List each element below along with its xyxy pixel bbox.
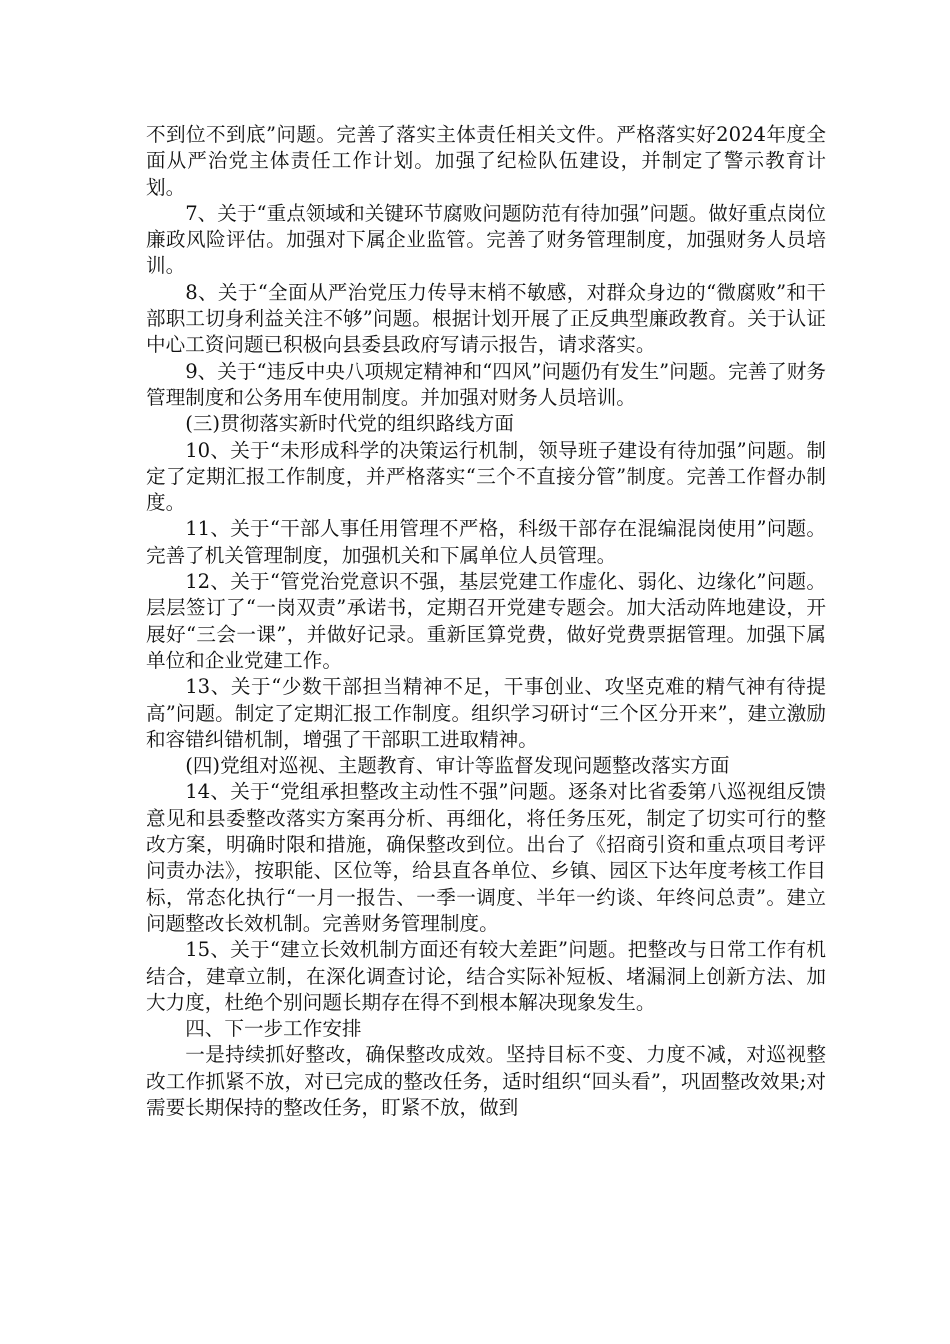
section-heading-4: (四)党组对巡视、主题教育、审计等监督发现问题整改落实方面: [185, 754, 730, 778]
document-page: [146, 122, 826, 1121]
paragraph-item-8: 8、关于“全面从严治党压力传导末梢不敏感，对群众身边的“微腐败”和干部职工切身利益关注不够”问题。根据计划开展了正反典型廉政教育。关于认证中心工资问题已积极向县委县政府写请示报告，请求落实。: [146, 280, 826, 357]
section-heading-3: (三)贯彻落实新时代党的组织路线方面: [185, 412, 514, 436]
paragraph-continued: 不到位不到底”问题。完善了落实主体责任相关文件。严格落实好2024年度全面从严治党主体责任工作计划。加强了纪检队伍建设，并制定了警示教育计划。: [146, 123, 826, 199]
paragraph-item-13: 13、关于“少数干部担当精神不足，干事创业、攻坚克难的精气神有待提高”问题。制定了定期汇报工作制度。组织学习研讨“三个区分开来”，建立激励和容错纠错机制，增强了干部职工进取精神。: [146, 675, 826, 751]
paragraph-item-10: 10、关于“未形成科学的决策运行机制，领导班子建设有待加强”问题。制定了定期汇报工作制度，并严格落实“三个不直接分管”制度。完善工作督办制度。: [146, 438, 826, 515]
section-heading-next-steps: 四、下一步工作安排: [185, 1017, 362, 1041]
paragraph-item-11: 11、关于“干部人事任用管理不严格，科级干部存在混编混岗使用”问题。完善了机关管理制度，加强机关和下属单位人员管理。: [146, 517, 826, 567]
paragraph-item-15: 15、关于“建立长效机制方面还有较大差距”问题。把整改与日常工作有机结合，建章立制，在深化调查讨论，结合实际补短板、堵漏洞上创新方法、加大力度，杜绝个别问题长期存在得不到根本解决现象发生。: [146, 938, 826, 1014]
paragraph-item-12: 12、关于“管党治党意识不强，基层党建工作虚化、弱化、边缘化”问题。层层签订了“一岗双责”承诺书，定期召开党建专题会。加大活动阵地建设，开展好“三会一课”，并做好记录。重新匡算党费，做好党费票据管理。加强下属单位和企业党建工作。: [146, 570, 826, 672]
paragraph-item-7: 7、关于“重点领域和关键环节腐败问题防范有待加强”问题。做好重点岗位廉政风险评估。加强对下属企业监管。完善了财务管理制度，加强财务人员培训。: [146, 201, 826, 278]
paragraph-item-9: 9、关于“违反中央八项规定精神和“四风”问题仍有发生”问题。完善了财务管理制度和公务用车使用制度。并加强对财务人员培训。: [146, 359, 826, 409]
paragraph-step-one: 一是持续抓好整改，确保整改成效。坚持目标不变、力度不减，对巡视整改工作抓紧不放，对已完成的整改任务，适时组织“回头看”，巩固整改效果;对需要长期保持的整改任务，盯紧不放，做到: [146, 1043, 826, 1119]
paragraph-item-14: 14、关于“党组承担整改主动性不强”问题。逐条对比省委第八巡视组反馈意见和县委整改落实方案再分析、再细化，将任务压死，制定了切实可行的整改方案，明确时限和措施，确保整改到位。出台了《招商引资和重点项目考评问责办法》，按职能、区位等，给县直各单位、乡镇、园区下达年度考核工作目标，常态化执行“一月一报告、一季一调度、半年一约谈、年终问总责”。建立问题整改长效机制。完善财务管理制度。: [146, 780, 826, 935]
